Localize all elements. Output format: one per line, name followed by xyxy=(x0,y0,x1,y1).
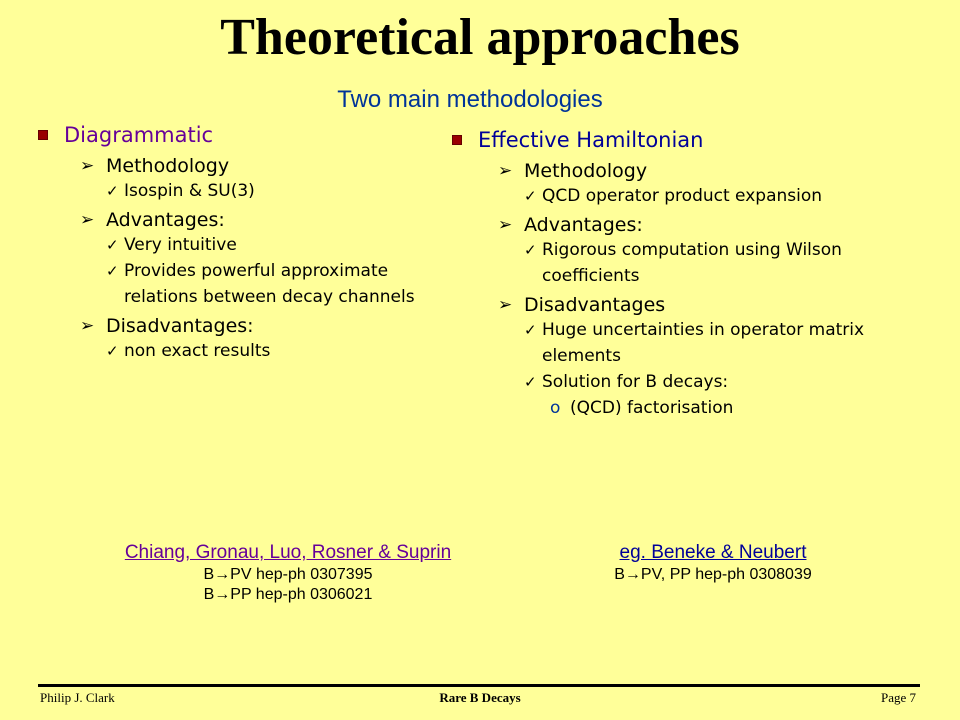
left-reference xyxy=(58,542,518,604)
list-item: ✓ Very intuitive xyxy=(106,232,468,258)
list-item: ✓ Solution for B decays: xyxy=(524,369,942,395)
right-advantages xyxy=(498,213,942,237)
right-column xyxy=(452,125,942,421)
check-icon: ✓ xyxy=(106,236,119,254)
right-methodology-label: Methodology xyxy=(524,160,648,182)
arrow-bullet-icon: ➢ xyxy=(80,316,95,336)
reference-line: B→PP hep-ph 0306021 xyxy=(203,586,373,603)
list-item: ✓ Isospin & SU(3) xyxy=(106,178,468,204)
list-item: ✓ Huge uncertainties in operator matrix elements xyxy=(524,317,942,369)
left-disadvantages xyxy=(80,314,468,338)
right-heading-label: Effective Hamiltonian xyxy=(478,128,704,152)
footer-center: Rare B Decays xyxy=(439,690,521,705)
right-disadvantages-label: Disadvantages xyxy=(524,294,666,316)
right-disadvantages xyxy=(498,293,942,317)
right-reference-link[interactable]: eg. Beneke & Neubert xyxy=(619,542,807,563)
check-icon: ✓ xyxy=(106,262,119,280)
footer-author: Philip J. Clark xyxy=(40,690,115,705)
left-advantages xyxy=(80,208,468,232)
arrow-bullet-icon: ➢ xyxy=(498,215,513,235)
left-column xyxy=(38,120,468,364)
list-item: ✓ non exact results xyxy=(106,338,468,364)
left-advantages-label: Advantages: xyxy=(106,209,225,231)
arrow-bullet-icon: ➢ xyxy=(498,161,513,181)
left-heading-label: Diagrammatic xyxy=(64,123,214,147)
left-disadvantages-label: Disadvantages: xyxy=(106,315,254,337)
sub-list-item: o (QCD) factorisation xyxy=(550,395,942,421)
page-subtitle: Two main methodologies xyxy=(337,86,603,113)
left-methodology-label: Methodology xyxy=(106,155,230,177)
right-reference xyxy=(548,542,878,584)
check-icon: ✓ xyxy=(524,373,537,391)
left-methodology xyxy=(80,154,468,178)
left-reference-link[interactable]: Chiang, Gronau, Luo, Rosner & Suprin xyxy=(124,542,452,563)
footer-divider xyxy=(38,684,920,687)
check-icon: ✓ xyxy=(524,241,537,259)
arrow-bullet-icon: ➢ xyxy=(80,210,95,230)
square-bullet-icon xyxy=(452,135,462,145)
square-bullet-icon xyxy=(38,130,48,140)
footer-page: Page 7 xyxy=(880,690,916,705)
circle-bullet-icon: o xyxy=(550,398,561,418)
right-methodology xyxy=(498,159,942,183)
check-icon: ✓ xyxy=(524,321,537,339)
right-heading xyxy=(452,125,942,155)
list-item: ✓ Rigorous computation using Wilson coefficients xyxy=(524,237,942,289)
right-advantages-label: Advantages: xyxy=(524,214,643,236)
check-icon: ✓ xyxy=(524,187,537,205)
reference-line: B→PV hep-ph 0307395 xyxy=(203,566,373,583)
arrow-bullet-icon: ➢ xyxy=(80,156,95,176)
check-icon: ✓ xyxy=(106,342,119,360)
list-item: ✓ QCD operator product expansion xyxy=(524,183,942,209)
check-icon: ✓ xyxy=(106,182,119,200)
reference-line: B→PV, PP hep-ph 0308039 xyxy=(614,566,812,583)
arrow-bullet-icon: ➢ xyxy=(498,295,513,315)
list-item: ✓ Provides powerful approximate relations between decay channels xyxy=(106,258,468,310)
page-title: Theoretical approaches xyxy=(220,9,740,66)
left-heading xyxy=(38,120,468,150)
